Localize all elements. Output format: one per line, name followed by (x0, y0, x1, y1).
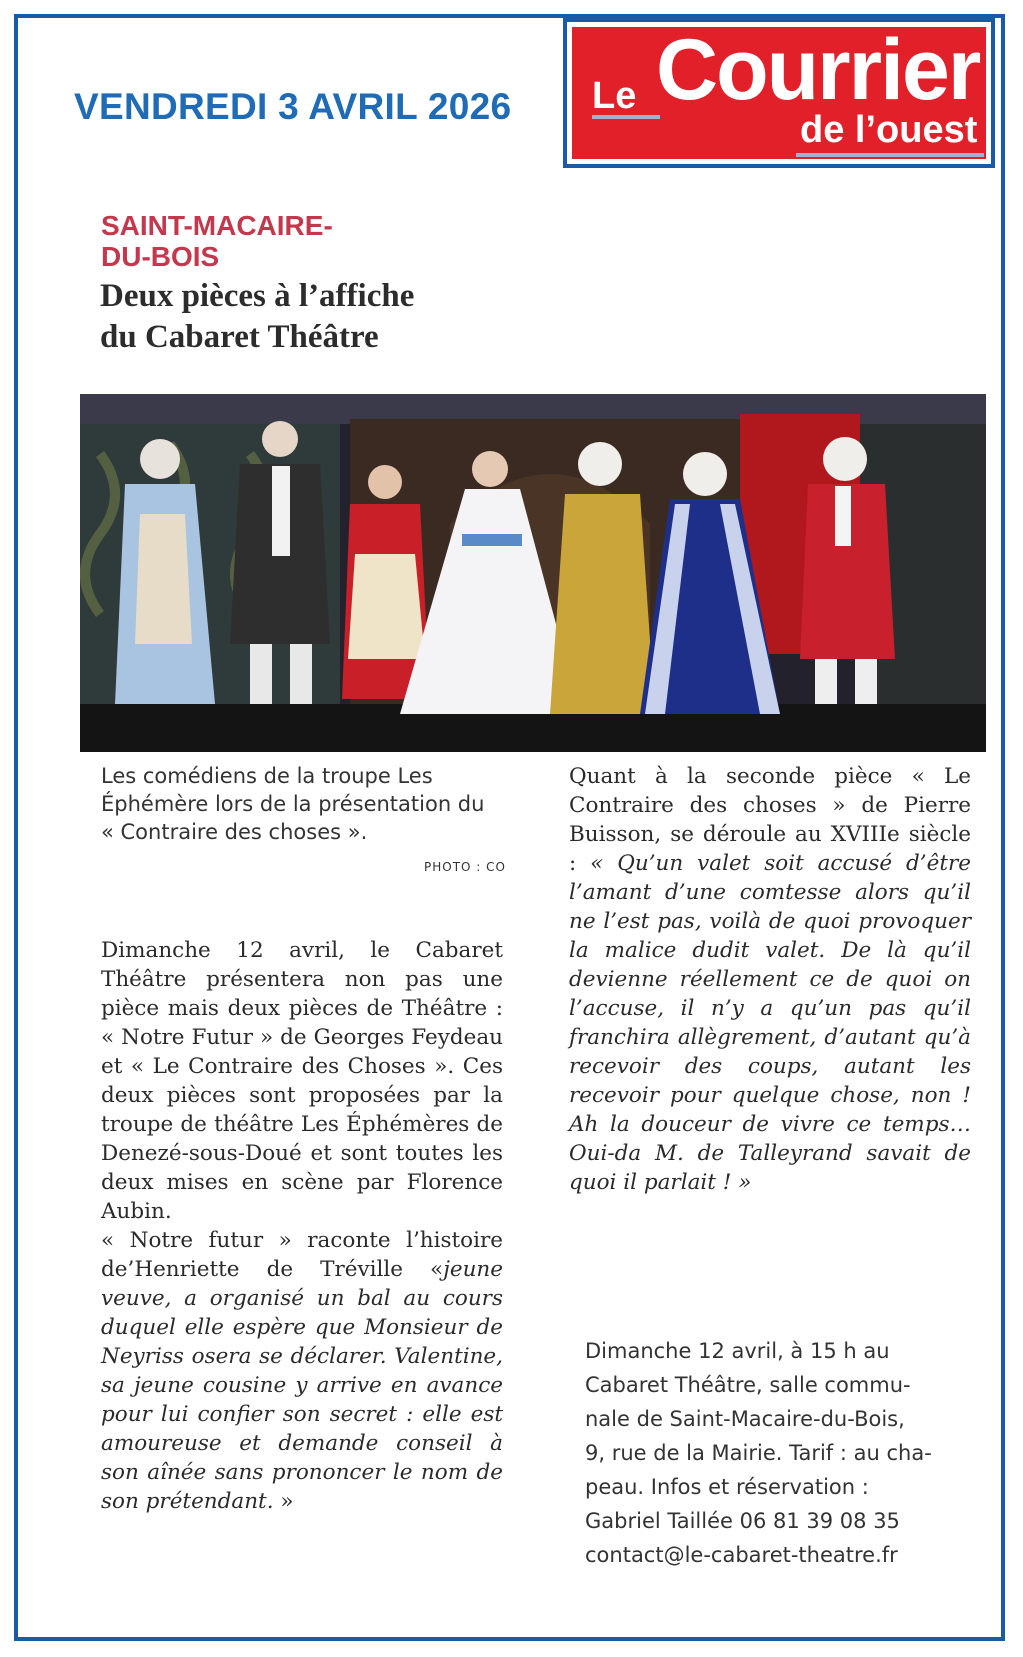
paragraph-3-close-quote: » (738, 1170, 752, 1195)
info-line: Dimanche 12 avril, à 15 h au (585, 1339, 890, 1363)
info-phone: Gabriel Taillée 06 81 39 08 35 (585, 1509, 900, 1533)
headline-line-2: du Cabaret Théâtre (100, 319, 379, 355)
photo-credit: PHOTO : CO (424, 860, 506, 874)
info-email: contact@le-cabaret-theatre.fr (585, 1543, 898, 1567)
logo-ouest: de l’ouest (800, 109, 978, 151)
paragraph-3-intro: Quant à la seconde pièce « Le Contraire des choses » de Pierre Buisson, se déroule au XVIIIe siècle : (569, 764, 971, 876)
paragraph-2-quote: jeune veuve, a organisé un bal au cours duquel elle espère que Monsieur de Neyriss osera se déclarer. Valentine, sa jeune cousine y arrive en avance pour lui confier son secret : elle est amoureuse et demande conseil à son aînée sans prononcer le nom de son prétendant. (101, 1257, 503, 1514)
info-line: Cabaret Théâtre, salle commu- (585, 1373, 911, 1397)
paragraph-1: Dimanche 12 avril, le Cabaret Théâtre présentera non pas une pièce mais deux pièces de Théâtre : « Notre Futur » de Georges Feydeau et « Le Contraire des Choses ». Ces deux pièces sont proposées par la troupe de théâtre Les Éphémères de Denezé-sous-Doué et sont toutes les deux mises en scène par Florence Aubin. (101, 938, 503, 1224)
info-line: peau. Infos et réservation : (585, 1475, 869, 1499)
article-location (101, 210, 333, 272)
publication-date: VENDREDI 3 AVRIL 2026 (74, 86, 512, 127)
paragraph-3-open-quote: « (590, 851, 604, 876)
article-column-2 (569, 762, 971, 1197)
headline-line-1: Deux pièces à l’affiche (100, 278, 415, 314)
article-column-1 (101, 936, 503, 1516)
paragraph-3 (569, 762, 971, 1197)
paragraph-3-quote: Qu’un valet soit accusé d’être l’amant d’une comtesse alors qu’il ne l’est pas, voilà de quoi provoquer la malice dudit valet. De là qu’il devienne réellement ce de quoi on l’accuse, il n’y a qu’un pas qu’il franchira allègrement, d’autant qu’à recevoir des coups, autant les recevoir pour quelque chose, non ! Ah la douceur de vivre ce temps… Oui-da M. de Talleyrand savait de quoi il parlait ! (569, 851, 971, 1195)
location-line-1: SAINT-MACAIRE- (101, 210, 333, 241)
paragraph-2-close: » (280, 1489, 294, 1514)
article-headline (100, 276, 530, 358)
info-line: nale de Saint-Macaire-du-Bois, (585, 1407, 905, 1431)
paragraph-2 (101, 1226, 503, 1516)
logo-le: Le (592, 75, 637, 117)
troupe-photo (80, 394, 986, 752)
logo-courrier: Courrier (656, 22, 980, 118)
location-line-2: DU-BOIS (101, 241, 220, 272)
paragraph-2-intro: « Notre futur » raconte l’histoire de’Henriette de Tréville « (101, 1228, 503, 1282)
info-line: 9, rue de la Mairie. Tarif : au cha- (585, 1441, 932, 1465)
photo-caption: Les comédiens de la troupe Les Éphémère lors de la présentation du « Contraire des choses ». (101, 764, 485, 844)
event-info (585, 1334, 985, 1572)
newspaper-logo (563, 18, 995, 168)
